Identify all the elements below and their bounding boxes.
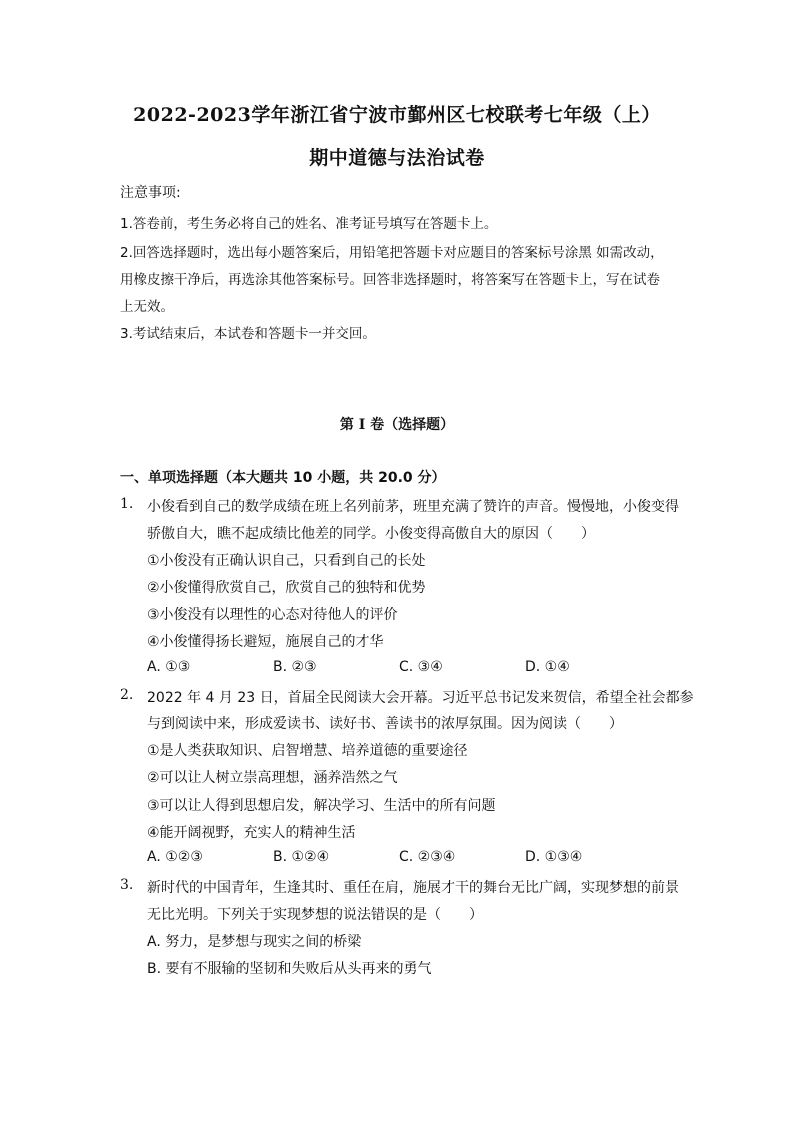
question-stem: 无比光明。下列关于实现梦想的说法错误的是（ ） xyxy=(147,907,483,923)
question-stem: 小俊看到自己的数学成绩在班上名列前茅，班里充满了赞许的声音。慢慢地，小俊变得 xyxy=(147,499,679,515)
section-title: 第 I 卷（选择题） xyxy=(339,417,455,433)
answer-choice-b: B. ②③ xyxy=(273,659,317,675)
question-number: 2. xyxy=(120,687,134,703)
answer-choice-a: A. 努力，是梦想与现实之间的桥梁 xyxy=(147,934,362,950)
question-option: ①小俊没有正确认识自己，只看到自己的长处 xyxy=(147,553,426,569)
question-number: 1. xyxy=(120,496,134,512)
question-option: ③小俊没有以理性的心态对待他人的评价 xyxy=(147,607,398,623)
answer-choice-a: A. ①②③ xyxy=(147,849,203,865)
notice-line: 1.答卷前，考生务必将自己的姓名、准考证号填写在答题卡上。 xyxy=(120,216,498,232)
question-option: ④能开阔视野，充实人的精神生活 xyxy=(147,825,356,841)
question-number: 3. xyxy=(120,877,134,893)
question-stem: 骄傲自大，瞧不起成绩比他差的同学。小俊变得高傲自大的原因（ ） xyxy=(147,526,595,542)
question-option: ①是人类获取知识、启智增慧、培养道德的重要途径 xyxy=(147,743,468,759)
question-stem: 新时代的中国青年，生逢其时、重任在肩，施展才干的舞台无比广阔，实现梦想的前景 xyxy=(147,880,679,896)
page-title: 2022-2023学年浙江省宁波市鄞州区七校联考七年级（上） xyxy=(133,104,661,126)
answer-choice-a: A. ①③ xyxy=(147,659,191,675)
question-option: ②小俊懂得欣赏自己，欣赏自己的独特和优势 xyxy=(147,580,426,596)
notice-line: 上无效。 xyxy=(120,299,174,315)
answer-choice-b: B. ①②④ xyxy=(273,849,330,865)
page-subtitle: 期中道德与法治试卷 xyxy=(309,147,485,169)
answer-choice-d: D. ①③④ xyxy=(525,849,583,865)
part-heading: 一、单项选择题（本大题共 10 小题，共 20.0 分） xyxy=(120,470,446,486)
answer-choice-c: C. ③④ xyxy=(399,659,443,675)
notice-heading: 注意事项: xyxy=(120,185,181,201)
notice-line: 3.考试结束后，本试卷和答题卡一并交回。 xyxy=(120,326,376,342)
question-option: ②可以让人树立崇高理想，涵养浩然之气 xyxy=(147,770,398,786)
question-stem: 与到阅读中来，形成爱读书、读好书、善读书的浓厚氛围。因为阅读（ ） xyxy=(147,716,623,732)
answer-choice-b: B. 要有不服输的坚韧和失败后从头再来的勇气 xyxy=(147,961,432,977)
question-option: ③可以让人得到思想启发，解决学习、生活中的所有问题 xyxy=(147,798,496,814)
notice-line: 用橡皮擦干净后，再选涂其他答案标号。回答非选择题时，将答案写在答题卡上，写在试卷 xyxy=(120,272,660,288)
answer-choice-c: C. ②③④ xyxy=(399,849,456,865)
notice-line: 2.回答选择题时，选出每小题答案后，用铅笔把答题卡对应题目的答案标号涂黑 如需改动， xyxy=(120,245,664,261)
question-stem: 2022 年 4 月 23 日，首届全民阅读大会开幕。习近平总书记发来贺信，希望全社会都参 xyxy=(147,690,694,706)
answer-choice-d: D. ①④ xyxy=(525,659,570,675)
question-option: ④小俊懂得扬长避短，施展自己的才华 xyxy=(147,634,384,650)
